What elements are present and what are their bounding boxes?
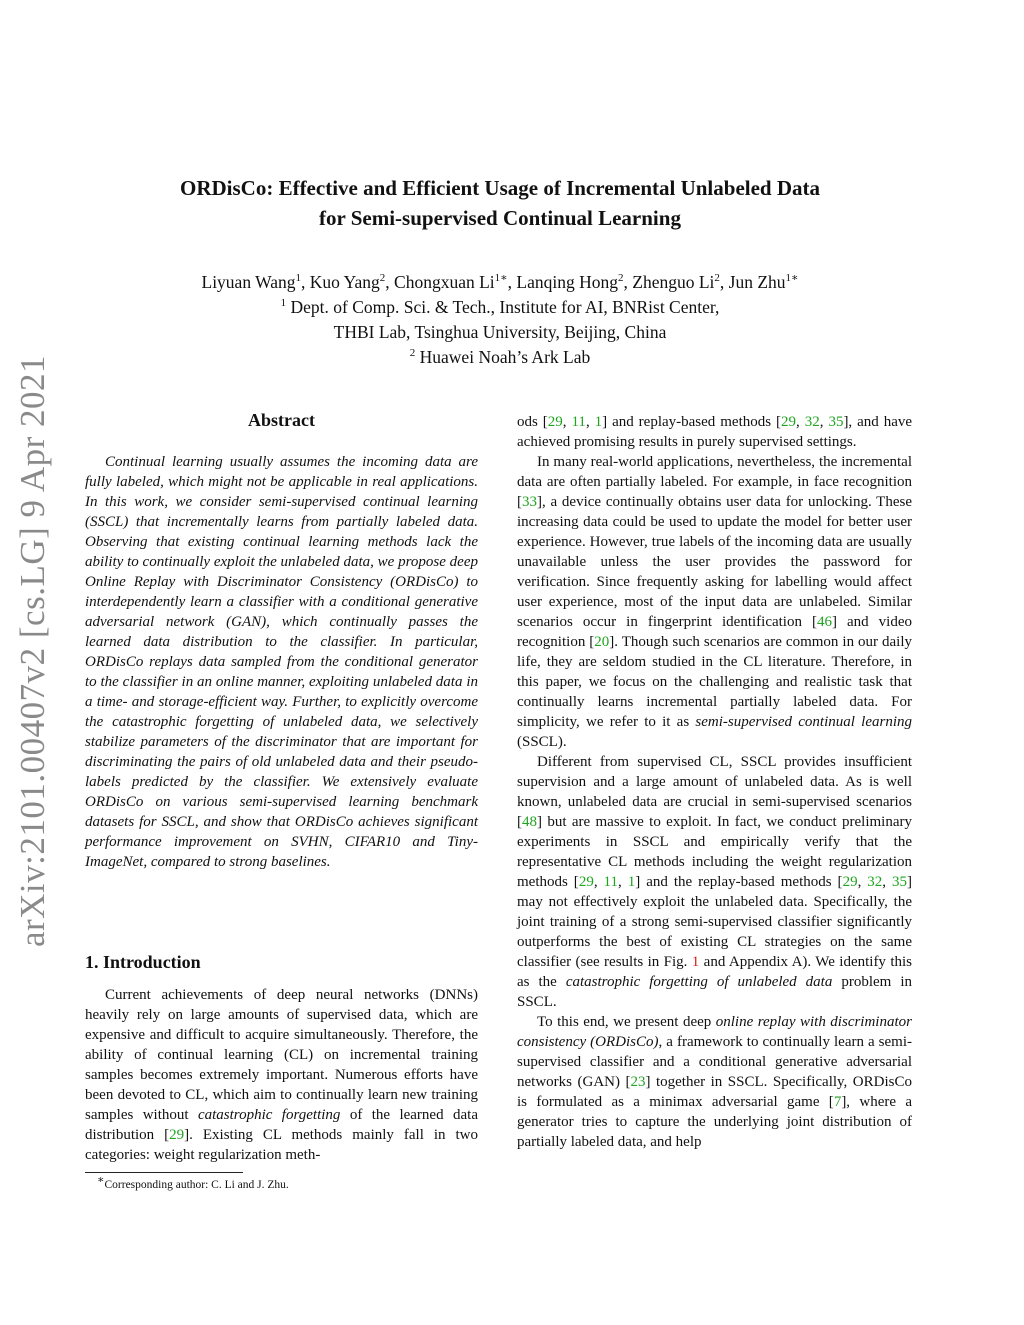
author-affil-mark: 2	[714, 272, 720, 285]
affiliation-text: Huawei Noah’s Ark Lab	[419, 347, 591, 367]
citation-link[interactable]: 48	[522, 814, 537, 830]
citation-link[interactable]: 32	[867, 874, 883, 890]
citation-link[interactable]: 32	[804, 414, 820, 430]
citation-link[interactable]: 29	[578, 874, 594, 890]
author-affil-mark: 2	[379, 272, 386, 285]
body-paragraph: To this end, we present deep online replay with discriminator consistency (ORDisCo), a framework to continually learn a semi-supervised classifier and a conditional generative adversarial networks (GAN) [23] together in SSCL. Specifically, ORDisCo is formulated as a minimax adversarial game [7], where a generator tries to capture the underlying joint distribution of partially labeled data, and help	[517, 1014, 912, 1150]
author-name: Liyuan Wang	[201, 272, 296, 292]
abstract-paragraph: Continual learning usually assumes the incoming data are fully labeled, which might not be applicable in real applications. In this work, we consider semi-supervised continual learning (SSCL) that incrementally learns from partially labeled data. Observing that existing continual learning methods lack the ability to continually exploit the unlabeled data, we propose deep Online Replay with Discriminator Consistency (ORDisCo) to interdependently learn a classifier with a conditional generative adversarial network (GAN), which continually passes the learned data distribution to the classifier. In particular, ORDisCo replays data sampled from the conditional generator to the classifier in an online manner, exploiting unlabeled data in a time- and storage-efficient way. Further, to explicitly overcome the catastrophic forgetting of unlabeled data, we selectively stabilize parameters of the discriminator that are important for discriminating the pairs of old unlabeled data and their pseudo-labels predicted by the classifier. We extensively evaluate ORDisCo on various semi-supervised learning benchmark datasets for SSCL, and show that ORDisCo achieves significant performance improvement on SVHN, CIFAR10 and Tiny-ImageNet, compared to strong baselines.	[85, 454, 478, 870]
body-paragraph: Current achievements of deep neural networks (DNNs) heavily rely on large amounts of supervised data, which are expensive and difficult to acquire simultaneously. Therefore, the ability of continual learning (CL) on incremental training samples becomes extremely important. Numerous efforts have been devoted to CL, which aim to continually learn new training samples without catastrophic forgetting of the learned data distribution [29]. Existing CL methods mainly fall in two categories: weight regularization meth-	[85, 987, 478, 1163]
affiliation-1-cont: THBI Lab, Tsinghua University, Beijing, China	[333, 322, 667, 342]
affiliation-text: Dept. of Comp. Sci. & Tech., Institute for AI, BNRist Center,	[290, 297, 720, 317]
emphasis: catastrophic forgetting	[197, 1107, 341, 1123]
citation-link[interactable]: 35	[828, 414, 844, 430]
citation-link[interactable]: 11	[571, 414, 586, 430]
footnote-text: Corresponding author: C. Li and J. Zhu.	[104, 1179, 289, 1191]
abstract-body	[85, 452, 478, 872]
body-paragraph: ods [29, 11, 1] and replay-based methods [29, 32, 35], and have achieved promising results in purely supervised settings.	[517, 414, 913, 450]
author-name: Chongxuan Li	[394, 272, 495, 292]
author-name: Zhenguo Li	[632, 272, 715, 292]
citation-link[interactable]: 29	[169, 1127, 185, 1143]
affiliation-1	[100, 295, 900, 320]
emphasis: catastrophic forgetting of unlabeled data	[565, 974, 833, 990]
abstract-heading: Abstract	[248, 410, 315, 430]
footnote-mark: ∗	[97, 1174, 105, 1187]
emphasis: semi-supervised continual learning	[695, 714, 912, 730]
citation-link[interactable]: 7	[833, 1094, 842, 1110]
citation-link[interactable]: 11	[603, 874, 618, 890]
citation-link[interactable]: 23	[630, 1074, 646, 1090]
citation-link[interactable]: 1	[594, 414, 603, 430]
author-name: Jun Zhu	[728, 272, 786, 292]
affiliation-mark: 2	[409, 347, 416, 360]
author-affil-mark: 2	[618, 272, 624, 285]
citation-link[interactable]: 33	[522, 494, 537, 510]
citation-link[interactable]: 46	[816, 614, 832, 630]
intro-left-column	[85, 985, 478, 1165]
emphasis: online replay with discriminator consistency (ORDisCo)	[517, 1014, 912, 1050]
citation-link[interactable]: 20	[594, 634, 610, 650]
author-affil-mark: 1	[295, 272, 302, 285]
author-list: Liyuan Wang$^1$, Kuo Yang$^2$, Chongxuan $Li^{1∗}$, Lanqing Hong$^2$, Zhenguo Li$^2$, Jun Zhu$^{1∗}$	[201, 272, 799, 292]
arxiv-identifier: arXiv:2101.00407v2 [cs.LG] 9 Apr 2021	[13, 354, 52, 948]
body-paragraph: Different from supervised CL, SSCL provides insufficient supervision and a large amount of unlabeled data. As is well known, unlabeled data are crucial in semi-supervised scenarios [48] but are massive to exploit. In fact, we conduct preliminary experiments in SSCL and empirically verify that the representative CL methods including the weight regularization methods [29, 11, 1] and the replay-based methods [29, 32, 35] may not effectively exploit the unlabeled data. Specifically, the joint training of a strong semi-supervised classifier significantly outperforms the best of existing CL strategies on the same classifier (see results in Fig. 1 and Appendix A). We identify this as the catastrophic forgetting of unlabeled data problem in SSCL.	[517, 754, 913, 1010]
right-column	[517, 412, 912, 1152]
citation-link[interactable]: 29	[842, 874, 858, 890]
citation-link[interactable]: 29	[547, 414, 563, 430]
author-block	[100, 270, 900, 370]
paper-title-line-1: ORDisCo: Effective and Efficient Usage of Incremental Unlabeled Data	[179, 176, 821, 200]
footnote-rule	[85, 1172, 243, 1173]
author-name: Lanqing Hong	[516, 272, 618, 292]
section-heading-introduction: 1. Introduction	[85, 952, 201, 972]
citation-link[interactable]: 29	[781, 414, 797, 430]
citation-link[interactable]: 35	[892, 874, 908, 890]
author-affil-mark: 1∗	[494, 272, 508, 285]
citation-link[interactable]: 1	[627, 874, 636, 890]
figure-reference-link[interactable]: 1	[691, 954, 700, 970]
footnote	[97, 1174, 289, 1193]
paper-title-line-2: for Semi-supervised Continual Learning	[319, 206, 681, 230]
author-name: Kuo Yang	[309, 272, 380, 292]
body-paragraph: In many real-world applications, nevertheless, the incremental data are often partially labeled. For example, in face recognition [33], a device continually obtains user data for unlocking. These increasing data could be used to update the model for better user experience. However, true labels of the incoming data are usually unavailable unless the user provides the password for verification. Since frequently asking for labelling would affect user experience, most of the input data are unlabeled. Similar scenarios occur in fingerprint identification [46] and video recognition [20]. Though such scenarios are common in our daily life, they are seldom studied in the CL literature. Therefore, in this paper, we focus on the challenging and realistic task that continually learns incremental partially labeled data. For simplicity, we refer to it as semi-supervised continual learning (SSCL).	[517, 454, 913, 750]
author-affil-mark: 1∗	[785, 272, 799, 285]
affiliation-2	[100, 345, 900, 370]
affiliation-mark: 1	[280, 297, 287, 310]
